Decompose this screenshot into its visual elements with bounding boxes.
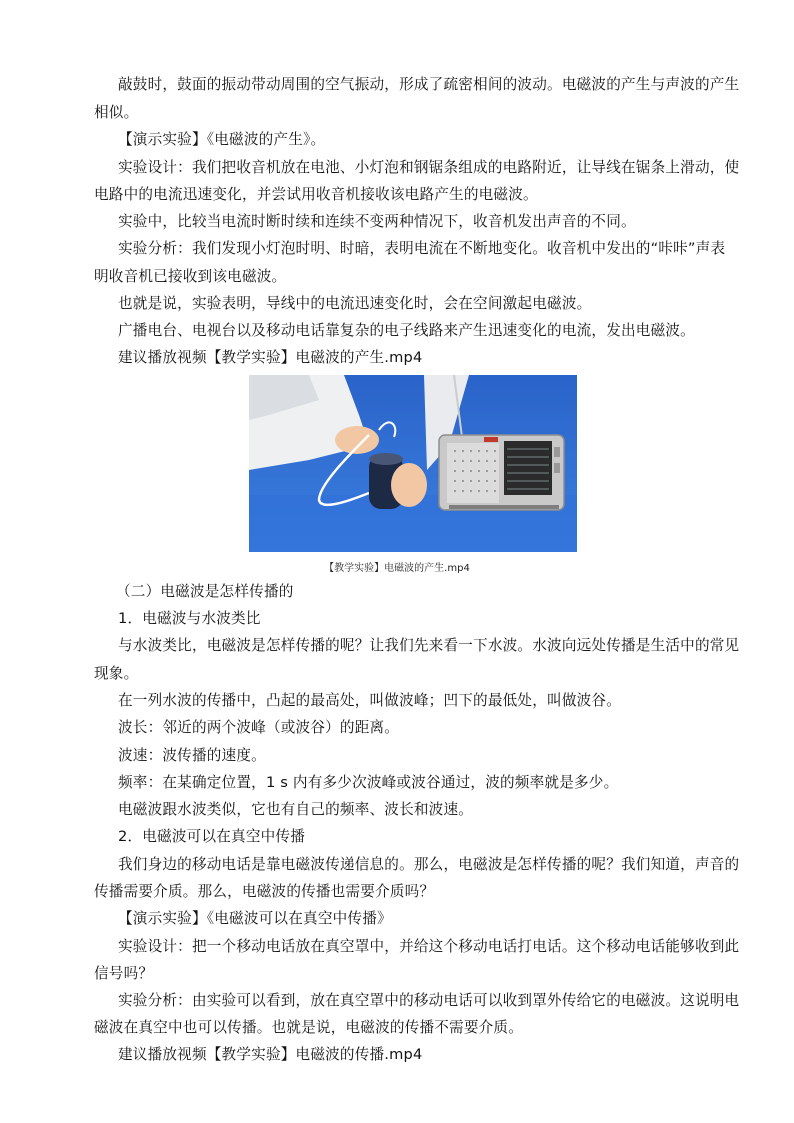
section-heading: 【演示实验】《电磁波的产生》。 xyxy=(118,131,326,148)
paragraph-line: 现象。 xyxy=(94,665,139,682)
paragraph-line: 在一列水波的传播中，凸起的最高处，叫做波峰；凹下的最低处，叫做波谷。 xyxy=(118,692,621,709)
paragraph-line: 明收音机已接收到该电磁波。 xyxy=(94,268,287,285)
paragraph-line: 实验设计：我们把收音机放在电池、小灯泡和钢锯条组成的电路附近，让导线在锯条上滑动，使 xyxy=(118,159,740,176)
section-heading: （二）电磁波是怎样传播的 xyxy=(116,583,294,600)
paragraph-line: 相似。 xyxy=(94,104,139,121)
section-heading: 【演示实验】《电磁波可以在真空中传播》 xyxy=(118,910,392,927)
subsection-heading: 2．电磁波可以在真空中传播 xyxy=(118,828,306,845)
paragraph-line: 磁波在真空中也可以传播。也就是说，电磁波的传播不需要介质。 xyxy=(94,1019,524,1036)
paragraph-line: 传播需要介质。那么，电磁波的传播也需要介质吗？ xyxy=(94,883,435,900)
paragraph-line: 实验中，比较当电流时断时续和连续不变两种情况下，收音机发出声音的不同。 xyxy=(118,213,636,230)
paragraph-line: 也就是说，实验表明，导线中的电流迅速变化时，会在空间激起电磁波。 xyxy=(118,295,592,312)
paragraph-line: 实验设计：把一个移动电话放在真空罩中，并给这个移动电话打电话。这个移动电话能够收到此 xyxy=(118,938,740,955)
paragraph-line: 电磁波跟水波类似，它也有自己的频率、波长和波速。 xyxy=(118,801,474,818)
subsection-heading: 1．电磁波与水波类比 xyxy=(118,610,261,627)
paragraph-line: 实验分析：我们发现小灯泡时明、时暗，表明电流在不断地变化。收音机中发出的“咔咔”声表 xyxy=(118,240,726,257)
paragraph-line: 波速：波传播的速度。 xyxy=(118,747,266,764)
paragraph-line: 我们身边的移动电话是靠电磁波传递信息的。那么，电磁波是怎样传播的呢？我们知道，声音的 xyxy=(118,856,740,873)
paragraph-line: 实验分析：由实验可以看到，放在真空罩中的移动电话可以收到罩外传给它的电磁波。这说明电 xyxy=(118,992,740,1009)
paragraph-line: 广播电台、电视台以及移动电话靠复杂的电子线路来产生迅速变化的电流，发出电磁波。 xyxy=(118,322,695,339)
experiment-video-frame xyxy=(249,375,577,552)
paragraph-line: 频率：在某确定位置，1 s 内有多少次波峰或波谷通过，波的频率就是多少。 xyxy=(118,774,619,791)
paragraph-line: 信号吗？ xyxy=(94,965,154,982)
paragraph-line: 与水波类比，电磁波是怎样传播的呢？让我们先来看一下水波。水波向远处传播是生活中的常见 xyxy=(118,637,740,654)
paragraph-line: 电路中的电流迅速变化，并尝试用收音机接收该电路产生的电磁波。 xyxy=(94,186,538,203)
paragraph-line: 敲鼓时，鼓面的振动带动周围的空气振动，形成了疏密相间的波动。电磁波的产生与声波的产生 xyxy=(118,76,740,93)
video-suggestion: 建议播放视频【教学实验】电磁波的产生.mp4 xyxy=(118,349,423,366)
figure-caption: 【教学实验】电磁波的产生.mp4 xyxy=(324,563,470,574)
video-suggestion: 建议播放视频【教学实验】电磁波的传播.mp4 xyxy=(118,1046,423,1063)
experiment-illustration xyxy=(249,375,577,552)
radio-illustration xyxy=(439,435,564,510)
paragraph-line: 波长：邻近的两个波峰（或波谷）的距离。 xyxy=(118,719,400,736)
